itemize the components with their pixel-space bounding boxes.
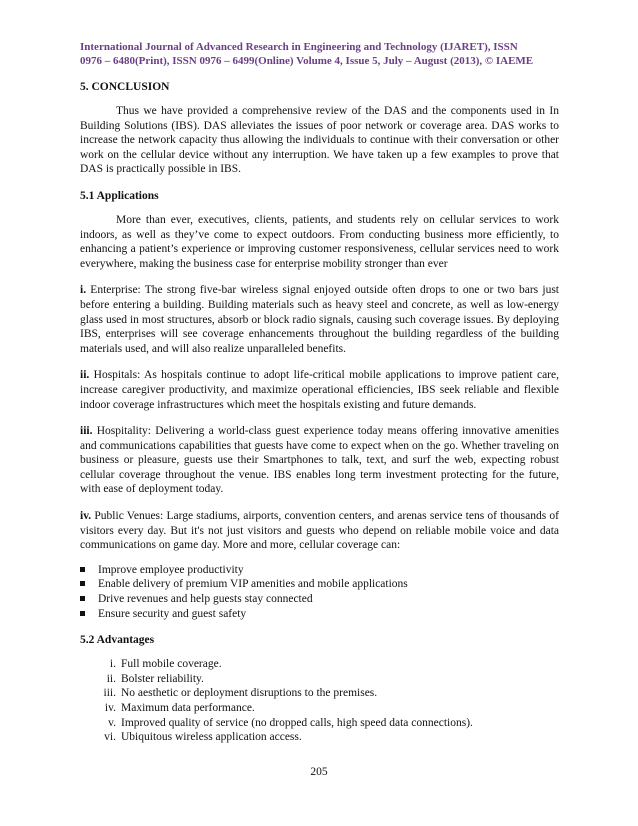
conclusion-heading: 5. CONCLUSION xyxy=(80,81,170,93)
list-item xyxy=(80,592,559,607)
advantages-list xyxy=(80,657,559,745)
list-item xyxy=(80,672,559,687)
application-item-enterprise xyxy=(80,283,559,356)
bullet-square-icon xyxy=(80,596,85,601)
bullet-square-icon xyxy=(80,611,85,616)
application-item-number: iv. xyxy=(80,510,92,523)
application-item-public-venues xyxy=(80,509,559,553)
application-item-number: i. xyxy=(80,284,87,297)
coverage-benefits-list xyxy=(80,563,559,621)
list-item xyxy=(80,577,559,592)
list-item-text: Enable delivery of premium VIP amenities and mobile applications xyxy=(98,578,408,591)
applications-heading: 5.1 Applications xyxy=(80,189,159,202)
application-item-hospitals xyxy=(80,368,559,412)
journal-header-line-1: International Journal of Advanced Research in Engineering and Technology (IJARET), ISSN xyxy=(80,41,518,53)
page-body xyxy=(80,40,559,745)
journal-header-line-2: 0976 – 6480(Print), ISSN 0976 – 6499(Online) Volume 4, Issue 5, July – August (2013), © IAEME xyxy=(80,55,534,67)
list-item-number: vi. xyxy=(104,731,116,744)
bullet-square-icon xyxy=(80,581,85,586)
list-item-text: Improved quality of service (no dropped calls, high speed data connections). xyxy=(121,716,473,729)
bullet-square-icon xyxy=(80,567,85,572)
list-item-text: Bolster reliability. xyxy=(121,672,204,685)
list-item xyxy=(80,686,559,701)
list-item-text: Maximum data performance. xyxy=(121,702,255,714)
list-item-text: Ensure security and guest safety xyxy=(98,607,247,620)
list-item xyxy=(80,657,559,672)
application-item-text: Enterprise: The strong five-bar wireless signal enjoyed outside often drops to one or two bars just before entering a building. Building materials such as heavy steel and concrete, as well as low-energy glass used in most structures, absorb or block radio signals, causing such coverage issues. By deploying IBS, enterprises will see coverage enhancements throughout the building regardless of the building materials used, and will also realize unparalleled benefits. xyxy=(80,284,559,355)
list-item xyxy=(80,607,559,622)
advantages-heading: 5.2 Advantages xyxy=(80,634,155,647)
list-item-text: Ubiquitous wireless application access. xyxy=(121,731,302,744)
conclusion-paragraph: Thus we have provided a comprehensive review of the DAS and the components used in In Building Solutions (IBS). DAS alleviates the issues of poor network or coverage area. DAS works to increase the network capacity thus allowing the individuals to continue with their conversation or other work on the cellular device without any interruption. We have taken up a few examples to prove that DAS is practically possible in IBS. xyxy=(80,105,559,176)
application-item-number: iii. xyxy=(80,425,93,438)
list-item-number: ii. xyxy=(106,672,116,685)
list-item-number: iii. xyxy=(103,687,116,700)
application-item-text: Public Venues: Large stadiums, airports, convention centers, and arenas service tens of thousands of visitors every day. But it's not just visitors and guests who depend on reliable mobile voice and data communications on game day. More and more, cellular coverage can: xyxy=(80,510,559,552)
application-item-number: ii. xyxy=(80,369,90,382)
list-item-number: iv. xyxy=(104,702,116,714)
page-number: 205 xyxy=(310,766,328,778)
list-item xyxy=(80,563,559,578)
journal-header xyxy=(80,40,559,68)
list-item-number: i. xyxy=(109,658,116,671)
list-item xyxy=(80,701,559,716)
applications-intro: More than ever, executives, clients, patients, and students rely on cellular services to work indoors, as well as they’ve come to expect outdoors. From conducting business more efficiently, to enhancing a patient’s experience or improving customer responsiveness, cellular services need to work everywhere, making the business case for enterprise mobility stronger than ever xyxy=(80,213,559,270)
list-item xyxy=(80,716,559,731)
application-item-text: Hospitality: Delivering a world-class guest experience today means offering innovative amenities and communications capabilities that guests have come to expect when on the go. Whether traveling on business or pleasure, guests use their Smartphones to talk, text, and surf the web, expecting robust cellular coverage throughout the venue. IBS enables long term investment protecting for the future, with ease of deployment today. xyxy=(80,425,559,496)
list-item-text: No aesthetic or deployment disruptions to the premises. xyxy=(121,687,378,700)
list-item xyxy=(80,730,559,745)
application-item-text: Hospitals: As hospitals continue to adopt life-critical mobile applications to improve patient care, increase caregiver productivity, and maximize operational efficiencies, IBS seek reliable and flexible indoor coverage infrastructures which meet the hospitals existing and future demands. xyxy=(80,369,559,411)
application-item-hospitality xyxy=(80,424,559,497)
list-item-text: Improve employee productivity xyxy=(98,563,244,576)
list-item-number: v. xyxy=(108,716,116,729)
list-item-text: Drive revenues and help guests stay connected xyxy=(98,593,313,606)
list-item-text: Full mobile coverage. xyxy=(121,658,222,671)
